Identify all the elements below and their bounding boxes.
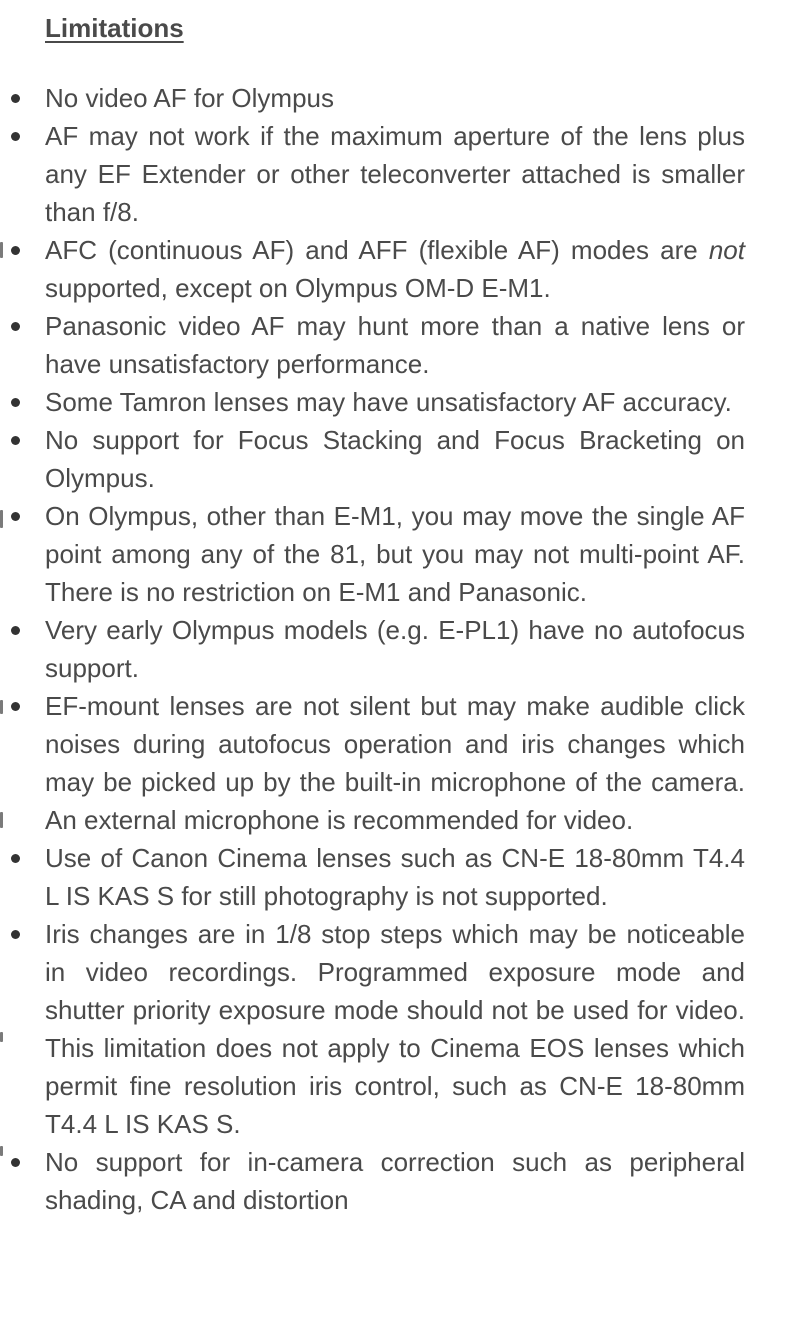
bullet-icon (11, 1158, 20, 1167)
edge-mark (0, 1146, 3, 1156)
list-item (45, 915, 745, 1143)
edge-mark (0, 812, 3, 828)
left-edge-crop-marks (0, 0, 4, 1344)
bullet-icon (11, 94, 20, 103)
list-item-text: Some Tamron lenses may have unsatisfactory AF accuracy. (45, 387, 732, 417)
bullet-icon (11, 854, 20, 863)
limitations-list (45, 79, 745, 1219)
list-item-text: Panasonic video AF may hunt more than a native lens or have unsatisfactory performance. (45, 311, 745, 379)
bullet-icon (11, 436, 20, 445)
list-item-text: No support for Focus Stacking and Focus Bracketing on Olympus. (45, 425, 745, 493)
list-item (45, 497, 745, 611)
list-item-text: EF-mount lenses are not silent but may make audible click noises during autofocus operation and iris changes which may be picked up by the built-in microphone of the camera. An external microphone is recommended for video. (45, 691, 745, 835)
list-item (45, 839, 745, 915)
bullet-icon (11, 930, 20, 939)
list-item (45, 611, 745, 687)
section-heading: Limitations (45, 13, 184, 43)
list-item-emphasis: not (708, 235, 745, 265)
list-item-text: Use of Canon Cinema lenses such as CN-E 18-80mm T4.4 L IS KAS S for still photography is not supported. (45, 843, 745, 911)
bullet-icon (11, 132, 20, 141)
list-item-text: AF may not work if the maximum aperture of the lens plus any EF Extender or other teleconverter attached is smaller than f/8. (45, 121, 745, 227)
bullet-icon (11, 246, 20, 255)
list-item-text: No video AF for Olympus (45, 83, 334, 113)
list-item-text: Very early Olympus models (e.g. E-PL1) have no autofocus support. (45, 615, 745, 683)
list-item (45, 421, 745, 497)
list-item (45, 687, 745, 839)
bullet-icon (11, 626, 20, 635)
list-item-text: AFC (continuous AF) and AFF (flexible AF) modes are (45, 235, 709, 265)
list-item-text: On Olympus, other than E-M1, you may move the single AF point among any of the 81, but you may not multi-point AF. There is no restriction on E-M1 and Panasonic. (45, 501, 745, 607)
bullet-icon (11, 322, 20, 331)
list-item-text: No support for in-camera correction such as peripheral shading, CA and distortion (45, 1147, 745, 1215)
list-item (45, 117, 745, 231)
list-item (45, 79, 745, 117)
list-item (45, 1143, 745, 1219)
bullet-icon (11, 512, 20, 521)
list-item-text: supported, except on Olympus OM-D E-M1. (45, 273, 551, 303)
edge-mark (0, 1032, 3, 1042)
edge-mark (0, 700, 3, 714)
edge-mark (0, 242, 3, 258)
list-item (45, 383, 745, 421)
list-item (45, 307, 745, 383)
list-item-text: Iris changes are in 1/8 stop steps which may be noticeable in video recordings. Programmed exposure mode and shutter priority exposure mode should not be used for video. This limitation does not apply to Cinema EOS lenses which permit fine resolution iris control, such as CN-E 18-80mm T4.4 L IS KAS S. (45, 919, 745, 1139)
bullet-icon (11, 702, 20, 711)
edge-mark (0, 510, 3, 528)
bullet-icon (11, 398, 20, 407)
list-item (45, 231, 745, 307)
